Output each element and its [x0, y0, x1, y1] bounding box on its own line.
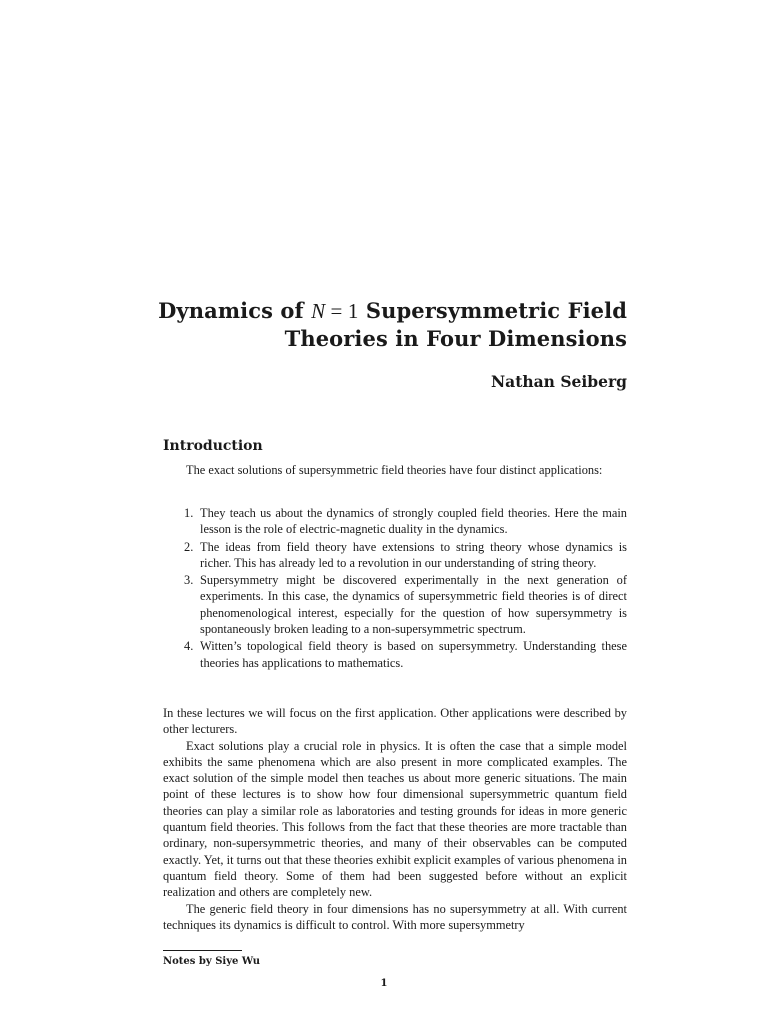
- paper-title: [107, 297, 627, 353]
- footnote-rule: [163, 950, 242, 951]
- paragraph-exact-solutions: Exact solutions play a crucial role in physics. It is often the case that a simple model exhibits the same phenomena which are also present in more complicated examples. The exact solution of the simple model then teaches us about more generic situations. The main point of these lectures is to show how four dimensional supersymmetric quantum field theories can play a similar role as laboratories and testing grounds for ideas in more generic quantum field theories. This follows from the fact that these theories are more tractable than ordinary, non-supersymmetric theories, and many of their observables can be computed exactly. Yet, it turns out that these theories exhibit explicit examples of various phenomena in quantum field theory. Some of them had been suggested before without an explicit realization and others are completely new.: [163, 738, 627, 900]
- list-item-number: 2.: [184, 539, 194, 554]
- title-math: N = 1: [311, 299, 359, 323]
- list-item-number: 4.: [184, 639, 194, 654]
- list-item: [163, 539, 627, 572]
- list-item-text: Supersymmetry might be discovered experimentally in the next generation of experiments. In this case, the dynamics of supersymmetric field theories is of direct phenomenological interest, especially for the question of how supersymmetry is spontaneously broken leading to a non-supersymmetric spectrum.: [200, 573, 627, 637]
- list-item-text: Witten’s topological field theory is based on supersymmetry. Understanding these theories has applications to mathematics.: [200, 639, 627, 670]
- title-line-2: Theories in Four Dimensions: [284, 326, 627, 351]
- intro-block: [163, 462, 627, 478]
- list-item-text: The ideas from field theory have extensions to string theory whose dynamics is richer. This has already led to a revolution in our understanding of string theory.: [200, 539, 627, 570]
- paragraph-focus: In these lectures we will focus on the first application. Other applications were described by other lecturers.: [163, 706, 627, 737]
- page-number: 1: [380, 978, 388, 989]
- list-item: [163, 638, 627, 671]
- body-text: [163, 705, 627, 933]
- section-heading: Introduction: [163, 438, 263, 454]
- list-item-number: 3.: [184, 573, 194, 588]
- paragraph-generic-theory: The generic field theory in four dimensions has no supersymmetry at all. With current techniques its dynamics is difficult to control. With more supersymmetry: [163, 901, 627, 932]
- list-item: [163, 505, 627, 538]
- list-item-number: 1.: [184, 506, 194, 520]
- list-item: [163, 572, 627, 637]
- list-item-text: They teach us about the dynamics of strongly coupled field theories. Here the main lesson is the role of electric-magnetic duality in the dynamics.: [200, 506, 627, 537]
- title-line-1: Dynamics of N = 1 Supersymmetric Field: [158, 298, 627, 323]
- footnote: Notes by Siye Wu: [163, 956, 260, 967]
- applications-list: [163, 505, 627, 672]
- intro-paragraph: The exact solutions of supersymmetric field theories have four distinct applications:: [186, 463, 603, 477]
- author-name: Nathan Seiberg: [491, 372, 627, 391]
